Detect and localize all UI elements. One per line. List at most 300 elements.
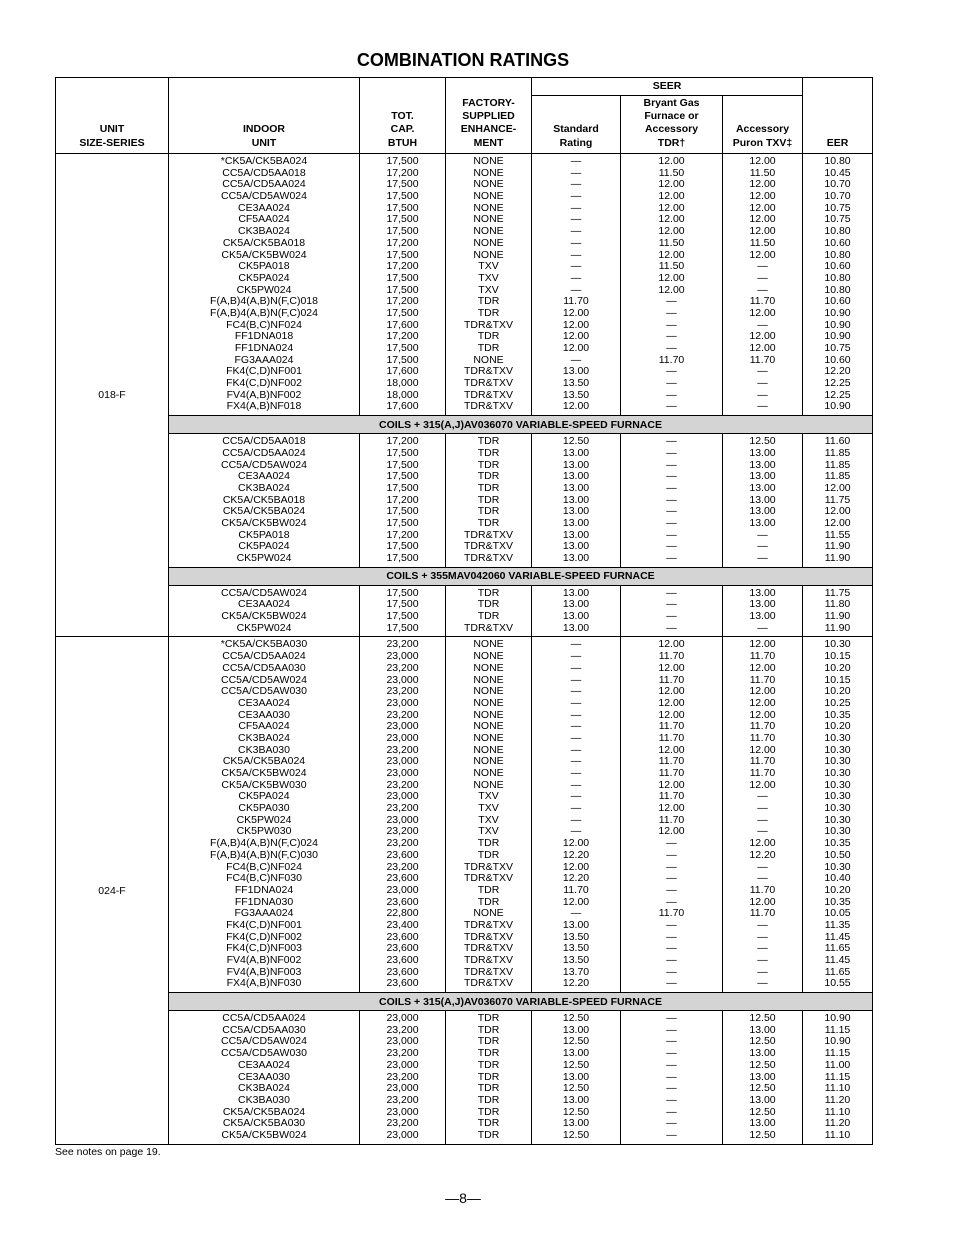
gas-furnace-tdr-cell: 11.70 [658,673,685,686]
puron-txv-cell: 13.00 [749,610,776,623]
gas-furnace-tdr-cell: 11.70 [658,720,685,733]
enhancement-cell: TDR [477,458,500,471]
enhancement-cell: TDR&TXV [463,388,513,401]
total-capacity-cell: 17,500 [386,190,419,203]
enhancement-column [446,434,532,568]
puron-txv-cell: 12.00 [749,661,776,674]
puron-txv-cell: — [757,977,768,990]
eer-cell: 10.60 [824,260,851,273]
standard-rating-cell: — [570,248,582,261]
eer-cell: 10.60 [824,236,851,249]
eer-cell: 10.55 [824,977,851,990]
col-header-unit [56,78,169,154]
indoor-unit-cell: CC5A/CD5AW024 [221,586,307,599]
indoor-unit-cell: CE3AA024 [238,470,290,483]
gas-furnace-tdr-cell: 12.00 [658,743,685,756]
gas-furnace-tdr-cell: — [666,1012,677,1025]
enhancement-cell: TDR [477,1023,500,1036]
data-block [56,637,873,993]
gas-furnace-tdr-cell: — [666,883,677,896]
gas-furnace-tdr-cell: 11.70 [658,767,685,779]
header-text-line: TDR† [657,136,686,149]
total-capacity-cell: 23,200 [386,638,419,651]
gas-furnace-tdr-cell: — [666,860,677,873]
enhancement-cell: TDR [477,1070,500,1083]
eer-cell: 11.90 [824,540,851,553]
indoor-unit-cell: FV4(A,B)NF002 [226,954,302,966]
puron-txv-cell: 12.50 [749,435,776,448]
standard-rating-cell: 13.00 [562,493,590,506]
total-capacity-cell: 17,500 [386,178,419,191]
indoor-unit-cell: FF1DNA030 [234,895,294,908]
standard-rating-cell: 12.20 [562,977,590,990]
total-capacity-cell: 23,000 [386,767,419,779]
gas-furnace-tdr-cell: — [666,330,677,343]
standard-rating-cell: — [570,907,582,920]
eer-cell: 10.20 [824,883,851,896]
total-capacity-cell: 23,000 [386,790,419,803]
indoor-unit-cell: CF5AA024 [238,720,290,733]
puron-txv-cell: 12.00 [749,685,776,698]
total-capacity-cell: 17,200 [386,260,419,273]
enhancement-cell: TDR [477,295,500,308]
indoor-unit-cell: CC5A/CD5AW024 [221,458,307,471]
band-label: COILS + 315(A,J)AV036070 VARIABLE-SPEED FURNACE [169,993,873,1011]
puron-txv-cell: 12.50 [749,1012,776,1025]
gas-furnace-tdr-cell: — [666,493,677,506]
total-capacity-cell: 23,200 [386,837,419,850]
total-capacity-cell: 23,200 [386,860,419,873]
indoor-unit-cell: CK5PA030 [238,802,290,815]
enhancement-cell: NONE [473,720,504,733]
gas-furnace-tdr-cell: 12.00 [658,802,685,815]
eer-cell: 11.20 [824,1117,851,1130]
enhancement-cell: TXV [478,271,499,284]
total-capacity-cell: 17,500 [386,505,419,518]
indoor-unit-cell: CE3AA024 [238,598,290,611]
standard-rating-cell: — [570,260,582,273]
indoor-unit-cell: CK5A/CK5BW030 [221,778,307,791]
indoor-unit-cell: CK5PA018 [238,260,290,273]
total-capacity-cell: 17,500 [386,540,419,553]
standard-rating-cell: — [570,685,582,698]
puron-txv-cell: — [757,388,768,401]
total-capacity-cell: 17,500 [386,621,419,634]
puron-txv-cell: 12.00 [749,225,776,238]
enhancement-column [446,585,532,637]
eer-cell: 10.90 [824,1035,851,1048]
standard-rating-column [532,154,621,416]
data-block [56,1011,873,1145]
enhancement-cell: NONE [473,166,504,179]
gas-furnace-tdr-cell: — [666,458,677,471]
eer-cell: 10.80 [824,248,851,261]
header-text-line: Standard [553,123,599,136]
standard-rating-cell: — [570,638,582,651]
indoor-unit-column [169,637,360,993]
eer-cell: 12.25 [824,388,851,401]
standard-rating-cell: 12.00 [562,318,590,331]
standard-rating-cell: 13.00 [562,1093,590,1106]
gas-furnace-tdr-cell: 12.00 [658,190,685,203]
eer-cell: 12.00 [824,481,851,494]
header-text-line: Accessory [735,123,790,136]
indoor-unit-cell: CK5A/CK5BA024 [222,505,306,518]
enhancement-cell: NONE [473,638,504,651]
puron-txv-cell: 13.00 [749,1093,776,1106]
gas-furnace-tdr-cell: — [666,1070,677,1083]
indoor-unit-cell: CE3AA024 [238,1058,290,1071]
standard-rating-cell: 13.70 [562,965,590,978]
unit-size-series-cell: 024-F [56,637,169,1144]
eer-cell: 11.10 [824,1105,851,1118]
eer-cell: 10.30 [824,755,851,768]
enhancement-cell: TXV [478,802,499,815]
standard-rating-cell: 12.50 [562,1058,590,1071]
gas-furnace-tdr-column [621,637,723,993]
gas-furnace-tdr-cell: 12.00 [658,778,685,791]
puron-txv-cell: 11.70 [749,907,776,920]
gas-furnace-tdr-cell: — [666,1058,677,1071]
enhancement-cell: TDR&TXV [463,528,513,541]
eer-column [803,585,873,637]
standard-rating-cell: 13.00 [562,1070,590,1083]
eer-column [803,637,873,993]
indoor-unit-cell: CC5A/CD5AW024 [221,190,307,203]
total-capacity-cell: 23,400 [386,918,419,931]
puron-txv-cell: 13.00 [749,1070,776,1083]
total-capacity-cell: 23,200 [386,778,419,791]
eer-cell: 10.05 [824,907,851,920]
enhancement-cell: TXV [478,825,499,838]
puron-txv-cell: — [757,621,768,634]
page-number: —8— [445,1190,481,1206]
enhancement-cell: TXV [478,283,499,296]
eer-cell: 10.30 [824,790,851,803]
indoor-unit-cell: FK4(C,D)NF001 [226,365,302,378]
indoor-unit-cell: FF1DNA024 [234,883,294,896]
puron-txv-cell: 12.50 [749,1128,776,1141]
gas-furnace-tdr-cell: — [666,895,677,908]
total-capacity-cell: 23,000 [386,813,419,826]
header-text-line: SUPPLIED [462,110,515,123]
indoor-unit-cell: FV4(A,B)NF002 [226,388,302,401]
enhancement-cell: NONE [473,155,504,167]
gas-furnace-tdr-cell: — [666,377,677,390]
gas-furnace-tdr-cell: — [666,848,677,861]
gas-furnace-tdr-cell: 11.70 [658,731,685,744]
puron-txv-cell: 12.00 [749,155,776,167]
standard-rating-cell: 11.70 [563,883,589,896]
indoor-unit-cell: FX4(A,B)NF030 [226,977,302,990]
eer-cell: 10.30 [824,767,851,779]
puron-txv-cell: — [757,825,768,838]
enhancement-cell: TDR [477,837,500,850]
indoor-unit-column [169,1011,360,1145]
eer-cell: 12.20 [824,365,851,378]
enhancement-column [446,154,532,416]
gas-furnace-tdr-cell: — [666,872,677,885]
indoor-unit-cell: CC5A/CD5AW024 [221,673,307,686]
indoor-unit-cell: FK4(C,D)NF002 [226,930,302,943]
standard-rating-cell: 12.50 [562,435,590,448]
indoor-unit-cell: CK5PW024 [236,552,292,564]
standard-rating-cell: 13.00 [562,365,590,378]
standard-rating-cell: 13.00 [562,1117,590,1130]
total-capacity-column [360,154,446,416]
puron-txv-cell: 12.00 [749,895,776,908]
indoor-unit-cell: CE3AA030 [238,708,290,721]
eer-cell: 10.80 [824,283,851,296]
indoor-unit-column [169,585,360,637]
standard-rating-cell: 12.50 [562,1105,590,1118]
indoor-unit-cell: CC5A/CD5AA024 [222,178,306,191]
total-capacity-column [360,1011,446,1145]
eer-cell: 10.30 [824,802,851,815]
puron-txv-column [723,1011,803,1145]
enhancement-cell: TDR&TXV [463,377,513,390]
standard-rating-column [532,585,621,637]
gas-furnace-tdr-cell: — [666,1105,677,1118]
eer-cell: 11.65 [824,942,851,955]
indoor-unit-cell: CK3BA030 [238,1093,290,1106]
puron-txv-cell: 13.00 [749,598,776,611]
total-capacity-cell: 23,200 [386,708,419,721]
eer-cell: 11.10 [824,1128,851,1141]
eer-column [803,434,873,568]
puron-txv-cell: 13.00 [749,586,776,599]
gas-furnace-tdr-cell: 12.00 [658,248,685,261]
col-header-eer [803,78,873,154]
gas-furnace-tdr-cell: — [666,621,677,634]
puron-txv-cell: — [757,260,768,273]
header-text-line: ENHANCE- [460,123,517,136]
total-capacity-cell: 17,200 [386,330,419,343]
eer-cell: 10.30 [824,813,851,826]
standard-rating-cell: 13.50 [562,388,590,401]
puron-txv-cell: 11.50 [749,166,776,179]
indoor-unit-cell: FG3AAA024 [234,907,294,920]
eer-cell: 10.45 [824,166,851,179]
enhancement-cell: TDR [477,306,500,319]
enhancement-cell: TDR [477,1012,500,1025]
eer-cell: 10.90 [824,1012,851,1025]
header-text-line: UNIT [99,123,125,136]
gas-furnace-tdr-cell: 11.50 [658,260,685,273]
enhancement-cell: TDR&TXV [463,400,513,413]
col-header-puron-txv [723,96,803,154]
band-label: COILS + 355MAV042060 VARIABLE-SPEED FURNACE [169,567,873,585]
gas-furnace-tdr-cell: 12.00 [658,178,685,191]
puron-txv-cell: 12.50 [749,1105,776,1118]
enhancement-cell: TDR&TXV [463,621,513,634]
indoor-unit-cell: CK5PA024 [238,790,290,803]
enhancement-cell: TDR&TXV [463,977,513,990]
eer-cell: 10.60 [824,353,851,366]
standard-rating-cell: — [570,213,582,226]
standard-rating-cell: — [570,790,582,803]
furnace-combination-band [56,567,873,585]
gas-furnace-tdr-cell: 11.70 [658,755,685,768]
enhancement-column [446,1011,532,1145]
enhancement-cell: TDR [477,516,500,529]
eer-cell: 11.85 [824,470,851,483]
indoor-unit-column [169,154,360,416]
enhancement-cell: TDR [477,848,500,861]
gas-furnace-tdr-cell: — [666,505,677,518]
total-capacity-column [360,637,446,993]
indoor-unit-cell: CK3BA030 [238,743,290,756]
header-text-line: BTUH [387,136,418,149]
gas-furnace-tdr-column [621,585,723,637]
standard-rating-cell: 12.00 [562,895,590,908]
puron-txv-cell: 11.70 [749,673,776,686]
total-capacity-cell: 23,000 [386,731,419,744]
total-capacity-cell: 23,600 [386,930,419,943]
gas-furnace-tdr-column [621,1011,723,1145]
standard-rating-cell: 13.00 [562,505,590,518]
enhancement-cell: NONE [473,743,504,756]
indoor-unit-cell: CK5A/CK5BW024 [221,516,307,529]
eer-cell: 10.35 [824,837,851,850]
eer-cell: 11.10 [824,1082,851,1095]
standard-rating-cell: 12.50 [562,1035,590,1048]
standard-rating-cell: 13.50 [562,377,590,390]
total-capacity-cell: 23,000 [386,755,419,768]
gas-furnace-tdr-cell: — [666,306,677,319]
total-capacity-cell: 23,600 [386,965,419,978]
standard-rating-column [532,637,621,993]
puron-txv-cell: — [757,930,768,943]
enhancement-cell: TDR [477,883,500,896]
eer-cell: 11.90 [824,621,851,634]
enhancement-cell: NONE [473,685,504,698]
indoor-unit-cell: CK5PA024 [238,540,290,553]
standard-rating-cell: 12.20 [562,872,590,885]
enhancement-cell: TDR [477,330,500,343]
total-capacity-cell: 23,600 [386,872,419,885]
puron-txv-cell: — [757,872,768,885]
enhancement-cell: TDR&TXV [463,965,513,978]
puron-txv-cell: 13.00 [749,481,776,494]
gas-furnace-tdr-cell: — [666,516,677,529]
furnace-combination-band [56,416,873,434]
puron-txv-cell: — [757,965,768,978]
standard-rating-cell: — [570,696,582,709]
enhancement-cell: TDR&TXV [463,552,513,564]
eer-cell: 11.15 [824,1070,851,1083]
indoor-unit-cell: CK3BA024 [238,481,290,494]
total-capacity-cell: 17,500 [386,306,419,319]
eer-cell: 11.00 [824,1058,851,1071]
total-capacity-cell: 18,000 [386,377,419,390]
puron-txv-cell: 12.00 [749,342,776,354]
puron-txv-cell: — [757,942,768,955]
header-text-line: EER [826,136,849,149]
enhancement-cell: TDR [477,470,500,483]
eer-cell: 11.75 [824,493,851,506]
puron-txv-cell: 12.00 [749,190,776,203]
eer-cell: 11.20 [824,1093,851,1106]
standard-rating-cell: — [570,720,582,733]
total-capacity-cell: 23,000 [386,1058,419,1071]
standard-rating-cell: 13.00 [562,552,590,564]
enhancement-cell: TXV [478,260,499,273]
total-capacity-cell: 17,500 [386,516,419,529]
standard-rating-cell: — [570,178,582,191]
total-capacity-cell: 23,600 [386,848,419,861]
gas-furnace-tdr-cell: — [666,942,677,955]
total-capacity-cell: 23,200 [386,743,419,756]
standard-rating-cell: — [570,271,582,284]
standard-rating-cell: — [570,166,582,179]
indoor-unit-cell: CF5AA024 [238,213,290,226]
indoor-unit-cell: CE3AA024 [238,696,290,709]
standard-rating-cell: 12.50 [562,1128,590,1141]
enhancement-cell: TDR&TXV [463,942,513,955]
standard-rating-cell: — [570,825,582,838]
gas-furnace-tdr-cell: 11.70 [658,813,685,826]
standard-rating-cell: 13.00 [562,540,590,553]
indoor-unit-cell: CC5A/CD5AA030 [222,1023,306,1036]
standard-rating-cell: 12.00 [562,330,590,343]
enhancement-cell: NONE [473,225,504,238]
indoor-unit-cell: FG3AAA024 [234,353,294,366]
indoor-unit-cell: CC5A/CD5AA030 [222,661,306,674]
enhancement-cell: NONE [473,178,504,191]
gas-furnace-tdr-cell: 12.00 [658,661,685,674]
gas-furnace-tdr-cell: — [666,930,677,943]
indoor-unit-cell: *CK5A/CK5BA030 [220,638,308,651]
indoor-unit-cell: CC5A/CD5AA018 [222,166,306,179]
indoor-unit-cell: FC4(B,C)NF024 [226,860,302,873]
enhancement-cell: TDR&TXV [463,872,513,885]
eer-cell: 10.30 [824,743,851,756]
standard-rating-cell: 13.00 [562,598,590,611]
total-capacity-cell: 23,000 [386,883,419,896]
enhancement-cell: NONE [473,650,504,663]
eer-cell: 10.90 [824,306,851,319]
eer-cell: 11.15 [824,1023,851,1036]
standard-rating-cell: 12.50 [562,1012,590,1025]
gas-furnace-tdr-cell: — [666,1023,677,1036]
puron-txv-cell: — [757,271,768,284]
gas-furnace-tdr-cell: — [666,1128,677,1141]
puron-txv-cell: — [757,954,768,966]
total-capacity-cell: 23,000 [386,696,419,709]
enhancement-cell: NONE [473,201,504,214]
standard-rating-cell: 12.50 [562,1082,590,1095]
total-capacity-cell: 23,200 [386,1047,419,1060]
eer-cell: 10.35 [824,708,851,721]
indoor-unit-cell: CK5A/CK5BW024 [221,610,307,623]
standard-rating-cell: 12.00 [562,400,590,413]
eer-cell: 10.75 [824,213,851,226]
indoor-unit-cell: CK5PW024 [236,813,292,826]
eer-cell: 11.80 [824,598,851,611]
gas-furnace-tdr-cell: — [666,295,677,308]
eer-cell: 11.75 [824,586,851,599]
indoor-unit-cell: CK5PW030 [236,825,292,838]
total-capacity-cell: 23,000 [386,1128,419,1141]
gas-furnace-tdr-cell: — [666,435,677,448]
total-capacity-cell: 23,200 [386,685,419,698]
puron-txv-cell: 12.00 [749,743,776,756]
eer-cell: 10.20 [824,720,851,733]
standard-rating-cell: — [570,650,582,663]
total-capacity-cell: 23,200 [386,802,419,815]
puron-txv-cell: 12.00 [749,708,776,721]
